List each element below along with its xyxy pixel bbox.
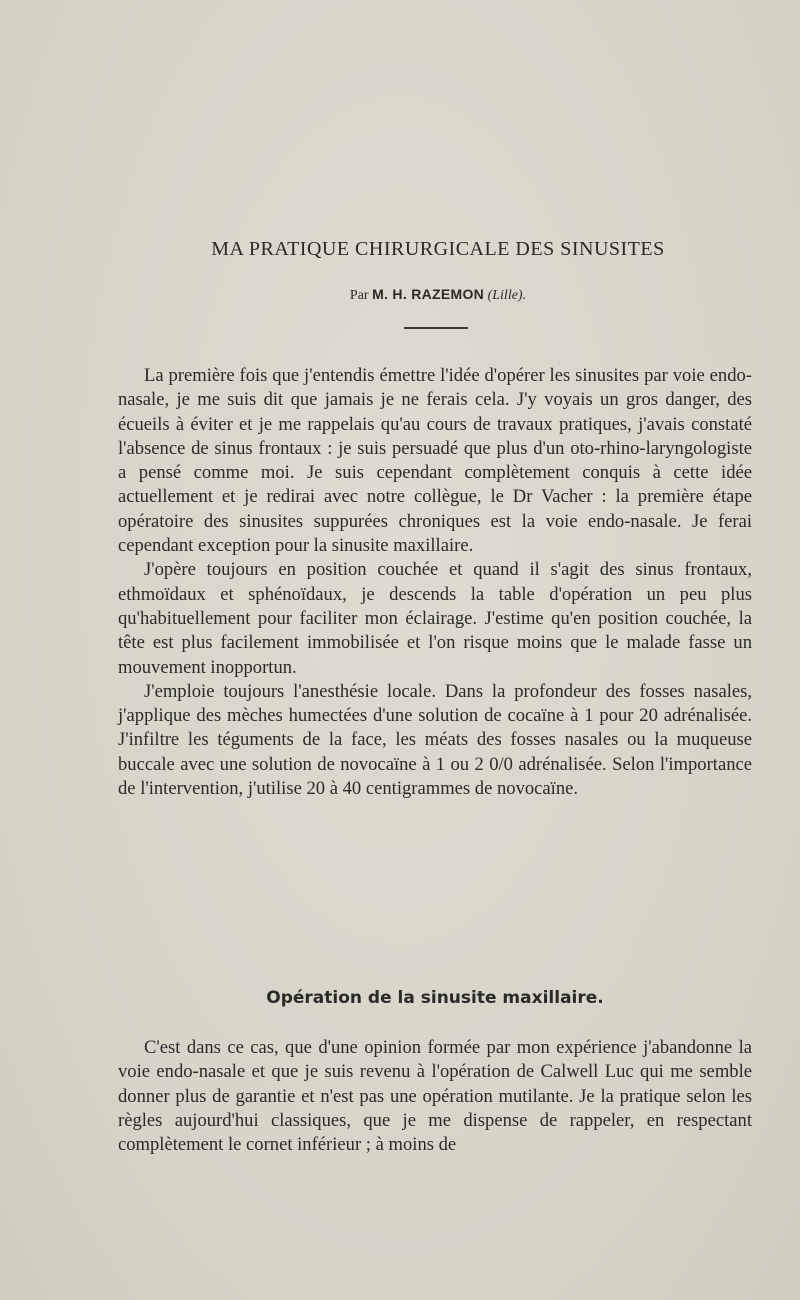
title-divider [404,327,468,329]
paragraph: J'opère toujours en position couchée et quand il s'agit des sinus frontaux, ethmoïdaux et sphénoïdaux, je descends la table d'opération un peu plus qu'habituellement pour faciliter mon éclairage. J'estime qu'en position couchée, la tête est plus facilement immobilisée et l'on risque moins que le malade fasse un mouvement inopportun. [118,559,752,678]
paragraph: La première fois que j'entendis émettre l'idée d'opérer les sinusites par voie endo-nasale, je me suis dit que jamais je ne ferais cela. J'y voyais un gros danger, des écueils à éviter et je me rappelais qu'au cours de travaux pratiques, j'avais constaté l'absence de sinus frontaux : je suis persuadé que plus d'un oto-rhino-laryngologiste a pensé comme moi. Je suis cependant complètement conquis à cette idée actuellement et je redirai avec notre collègue, le Dr Vacher : la première étape opératoire des sinusites suppurées chroniques est la voie endo-nasale. Je ferai cependant exception pour la sinusite maxillaire. [118,365,752,557]
author-city: (Lille). [487,288,527,303]
byline [0,286,800,304]
section-text [118,1036,752,1157]
intro-text [118,364,752,801]
paragraph: C'est dans ce cas, que d'une opinion formée par mon expérience j'abandonne la voie endo-nasale et que je suis revenu à l'opération de Calwell Luc qui me semble donner plus de garantie et n'est pas une opération mutilante. Je la pratique selon les règles aujourd'hui classiques, que je me dispense de rappeler, en respectant complètement le cornet inférieur ; à moins de [118,1037,752,1156]
paragraph: J'emploie toujours l'anesthésie locale. Dans la profondeur des fosses nasales, j'applique des mèches humectées d'une solution de cocaïne à 1 pour 20 adrénalisée. J'infiltre les téguments de la face, les méats des fosses nasales ou la muqueuse buccale avec une solution de novocaïne à 1 ou 2 0/0 adrénalisée. Selon l'importance de l'intervention, j'utilise 20 à 40 centigrammes de novocaïne. [118,680,752,800]
section-heading: Opération de la sinusite maxillaire. [266,988,604,1008]
article-title: MA PRATIQUE CHIRURGICALE DES SINUSITES [211,238,665,260]
byline-prefix: Par [349,288,369,303]
author-name: M. H. RAZEMON [372,286,485,302]
